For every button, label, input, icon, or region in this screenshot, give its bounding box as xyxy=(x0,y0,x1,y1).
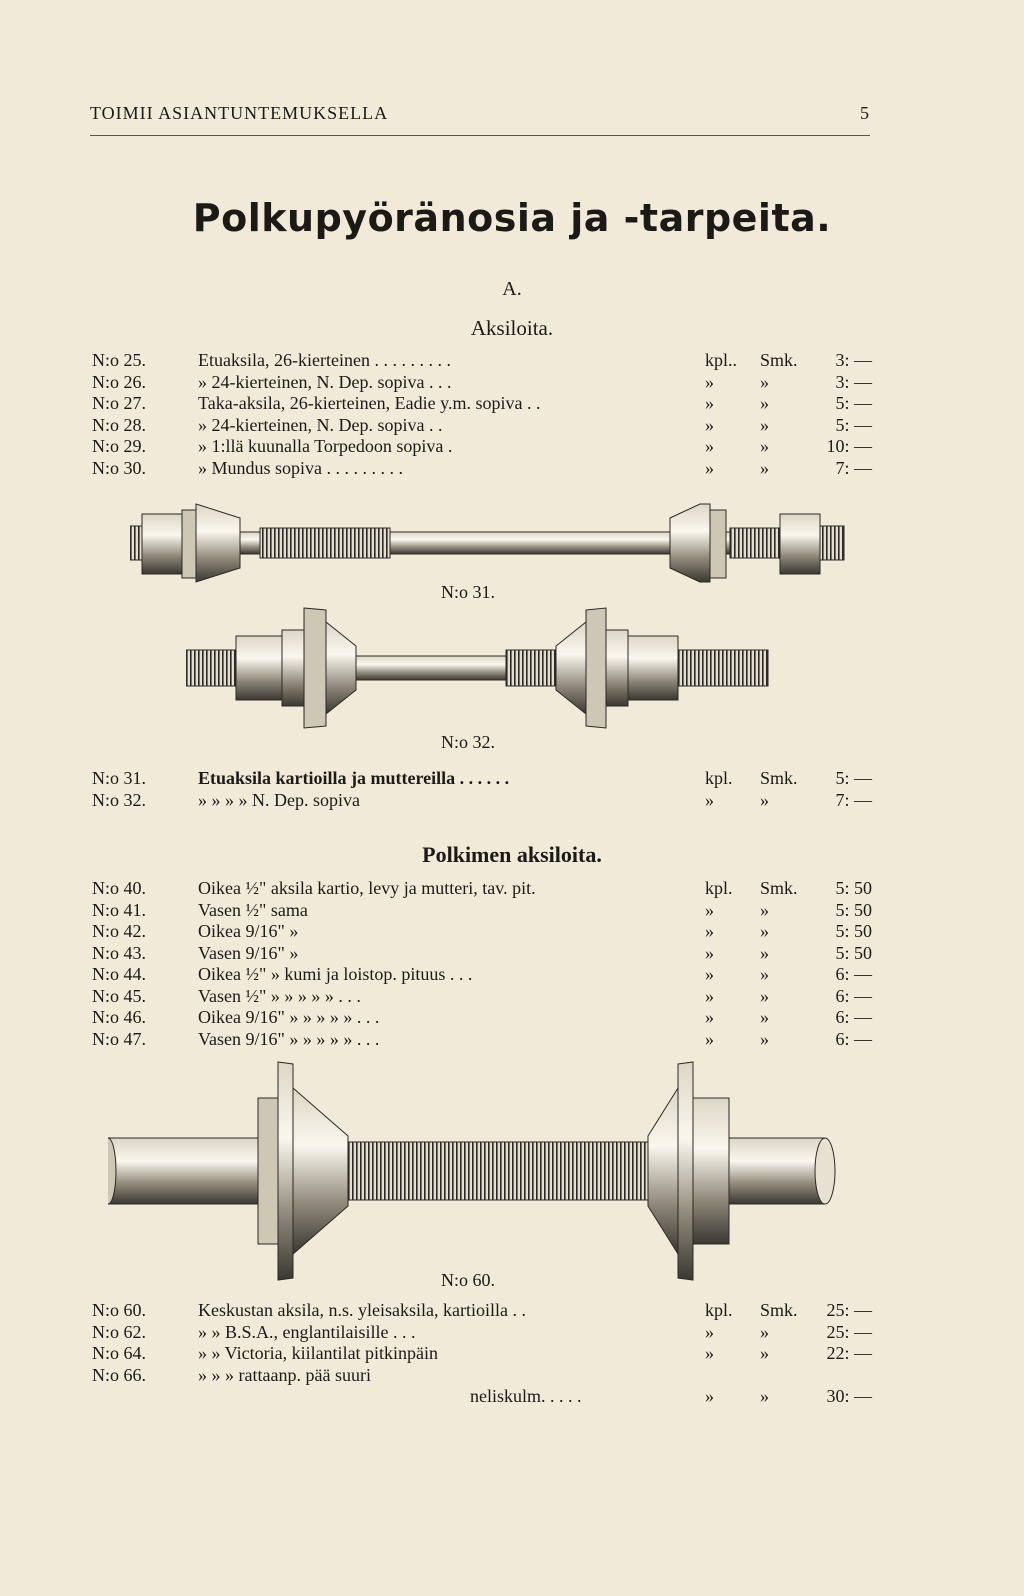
list-item: N:o 43. Vasen 9/16" » » » 5: 50 xyxy=(92,942,872,963)
list-item: N:o 31. Etuaksila kartioilla ja muttereilla . . . . . . kpl. Smk. 5: — xyxy=(92,768,872,788)
list-item: N:o 47. Vasen 9/16" » » » » » . . . » » 6: — xyxy=(92,1028,872,1049)
axle-list-2 xyxy=(92,768,872,811)
header-rule xyxy=(90,135,870,136)
page-title: Polkupyöränosia ja -tarpeita. xyxy=(192,196,832,240)
list-item: N:o 45. Vasen ½" » » » » » . . . » » 6: — xyxy=(92,985,872,1006)
list-item: N:o 28. » 24-kierteinen, N. Dep. sopiva . . » » 5: — xyxy=(92,414,872,435)
axle-32-illustration xyxy=(186,598,776,738)
figure-caption-32: N:o 32. xyxy=(441,732,495,752)
list-item: N:o 25. Etuaksila, 26-kierteinen . . . . . . . . . kpl.. Smk. 3: — xyxy=(92,350,872,370)
list-item: N:o 32. » » » » N. Dep. sopiva » » 7: — xyxy=(92,789,872,810)
list-item: N:o 62. » » B.S.A., englantilaisille . . . » » 25: — xyxy=(92,1321,872,1342)
list-item: N:o 60. Keskustan aksila, n.s. yleisaksila, kartioilla . . kpl. Smk. 25: — xyxy=(92,1300,872,1320)
section-title: Aksiloita. xyxy=(470,316,554,340)
list-item: N:o 66. » » » rattaanp. pää suuri xyxy=(92,1364,371,1385)
axle-list-1 xyxy=(92,350,872,479)
running-header xyxy=(90,103,870,124)
list-item: neliskulm. . . . . » » 30: — xyxy=(470,1386,872,1406)
list-item: N:o 64. » » Victoria, kiilantilat pitkinpäin » » 22: — xyxy=(92,1343,872,1363)
list-item: N:o 46. Oikea 9/16" » » » » » . . . » » 6: — xyxy=(92,1007,872,1027)
list-item: N:o 26. » 24-kierteinen, N. Dep. sopiva . . . » » 3: — xyxy=(92,371,872,392)
figure-caption-60: N:o 60. xyxy=(441,1270,495,1290)
list-item: N:o 41. Vasen ½" sama » » 5: 50 xyxy=(92,899,872,920)
axle-60-illustration xyxy=(108,1058,860,1284)
pedal-axle-list xyxy=(92,878,872,1050)
page-number: 5 xyxy=(860,103,870,123)
list-item: N:o 27. Taka-aksila, 26-kierteinen, Eadie y.m. sopiva . . » » 5: — xyxy=(92,393,872,413)
axle-31-illustration xyxy=(130,500,850,592)
crank-axle-list xyxy=(92,1300,872,1408)
list-item: N:o 29. » 1:llä kuunalla Torpedoon sopiva . » » 10: — xyxy=(92,436,872,456)
list-item: N:o 30. » Mundus sopiva . . . . . . . . . » » 7: — xyxy=(92,457,872,478)
pedal-axle-title: Polkimen aksiloita. xyxy=(422,842,602,867)
list-item: N:o 42. Oikea 9/16" » » » 5: 50 xyxy=(92,921,872,941)
section-letter: A. xyxy=(502,278,522,300)
list-item: N:o 44. Oikea ½" » kumi ja loistop. pituus . . . » » 6: — xyxy=(92,964,872,984)
figure-caption-31: N:o 31. xyxy=(441,582,495,602)
running-title: TOIMII ASIANTUNTEMUKSELLA xyxy=(90,103,389,123)
list-item: N:o 40. Oikea ½" aksila kartio, levy ja mutteri, tav. pit. kpl. Smk. 5: 50 xyxy=(92,878,872,898)
